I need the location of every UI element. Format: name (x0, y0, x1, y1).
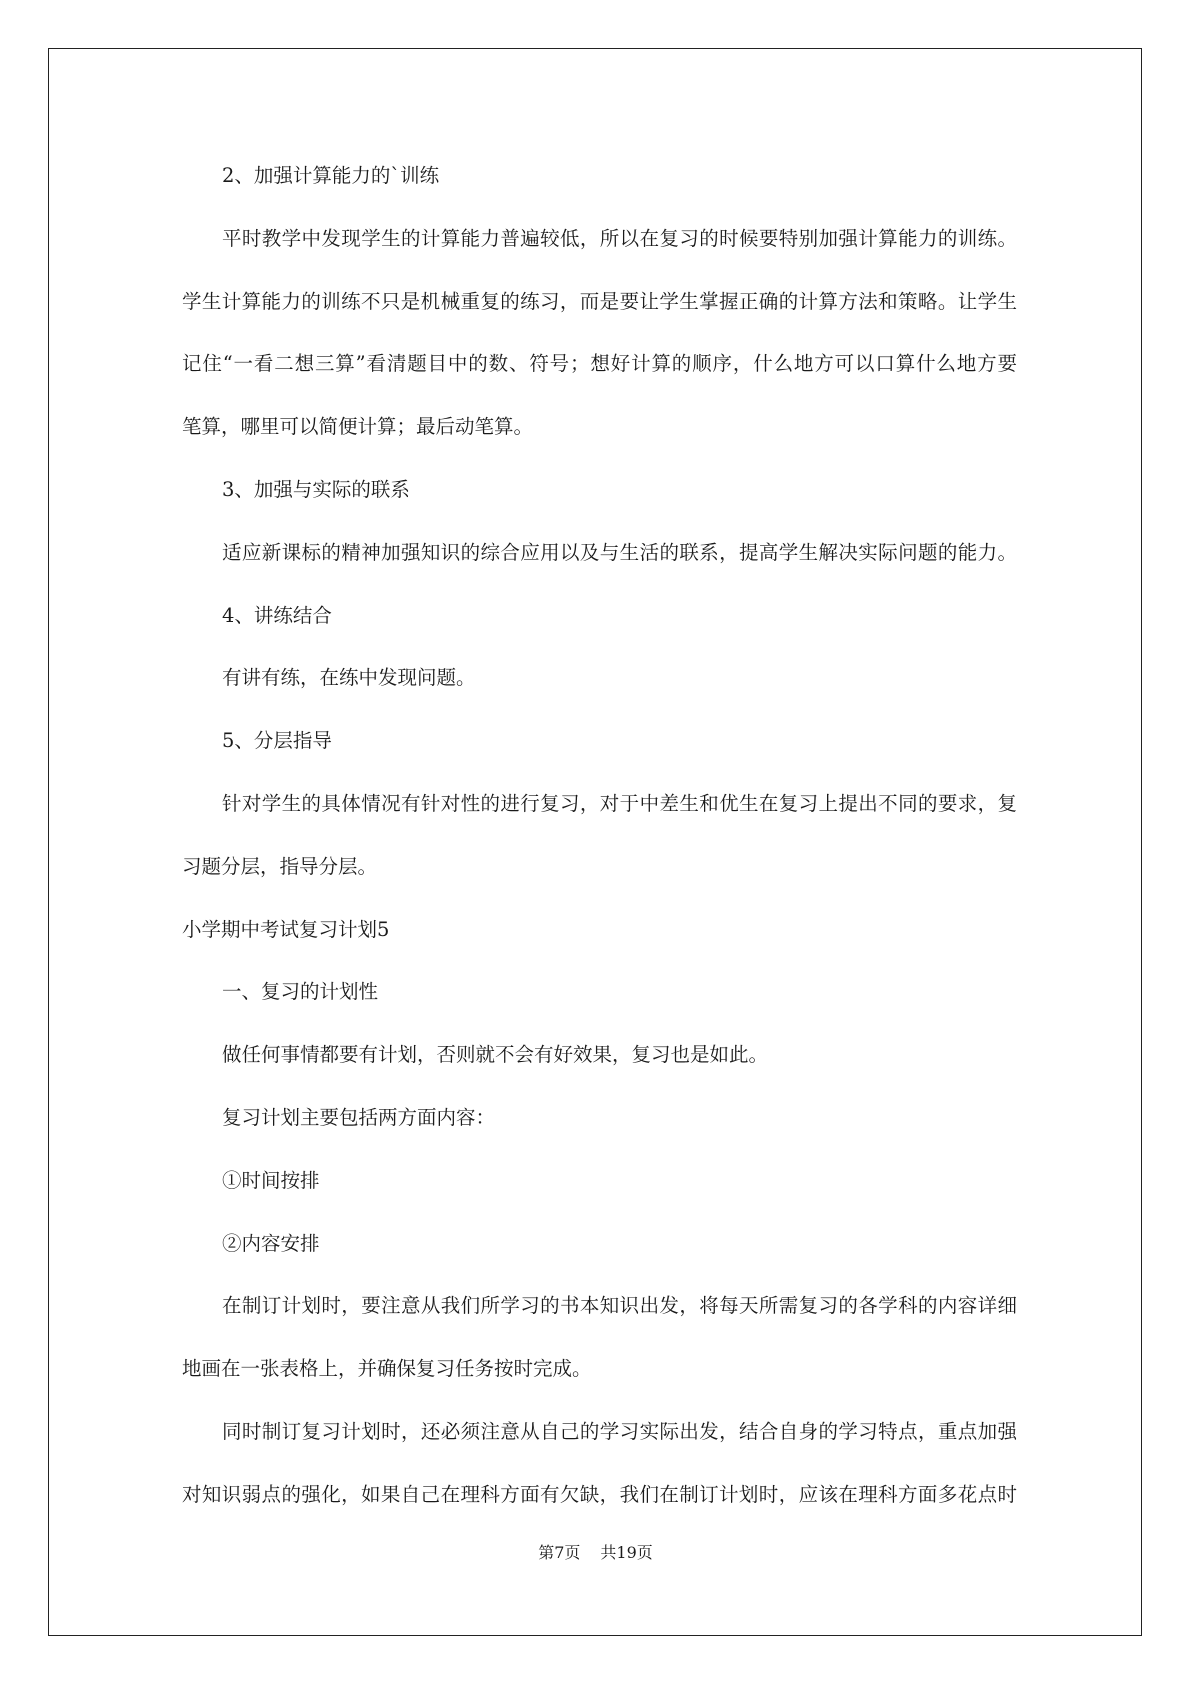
text-line: 做任何事情都要有计划，否则就不会有好效果，复习也是如此。 (222, 1043, 769, 1067)
text-line: 习题分层，指导分层。 (182, 854, 378, 878)
text-line: ②内容安排 (222, 1231, 320, 1255)
text-line: 针对学生的具体情况有针对性的进行复习，对于中差生和优生在复习上提出不同的要求，复 (222, 791, 1017, 815)
text-line: 5、分层指导 (222, 729, 332, 753)
page-footer (0, 1541, 1191, 1565)
page-number: 第7页 (538, 1543, 581, 1562)
text-line: 小学期中考试复习计划5 (182, 917, 390, 941)
text-line: 在制订计划时，要注意从我们所学习的书本知识出发，将每天所需复习的各学科的内容详细 (222, 1294, 1017, 1318)
text-line: 复习计划主要包括两方面内容： (222, 1105, 496, 1129)
text-line: 有讲有练，在练中发现问题。 (222, 666, 476, 690)
text-line: 2、加强计算能力的`训练 (222, 164, 440, 187)
text-line: 地画在一张表格上，并确保复习任务按时完成。 (182, 1357, 592, 1381)
text-line: 学生计算能力的训练不只是机械重复的练习，而是要让学生掌握正确的计算方法和策略。让学生 (182, 289, 1017, 313)
text-line: ①时间按排 (222, 1168, 320, 1192)
text-line: 同时制订复习计划时，还必须注意从自己的学习实际出发，结合自身的学习特点，重点加强 (222, 1419, 1017, 1443)
text-line: 对知识弱点的强化，如果自己在理科方面有欠缺，我们在制订计划时，应该在理科方面多花点时 (182, 1482, 1017, 1506)
text-line: 适应新课标的精神加强知识的综合应用以及与生活的联系，提高学生解决实际问题的能力。 (222, 540, 1017, 564)
page-total: 共19页 (600, 1543, 653, 1562)
text-line: 一、复习的计划性 (222, 980, 379, 1004)
text-line: 平时教学中发现学生的计算能力普遍较低，所以在复习的时候要特别加强计算能力的训练。 (222, 226, 1017, 250)
text-line: 笔算，哪里可以简便计算；最后动笔算。 (182, 415, 534, 439)
text-line: 4、讲练结合 (222, 603, 332, 627)
text-line: 3、加强与实际的联系 (222, 477, 410, 501)
document-body (182, 145, 1017, 1527)
text-line: 记住“一看二想三算”看清题目中的数、符号；想好计算的顺序，什么地方可以口算什么地方要 (182, 352, 1017, 376)
